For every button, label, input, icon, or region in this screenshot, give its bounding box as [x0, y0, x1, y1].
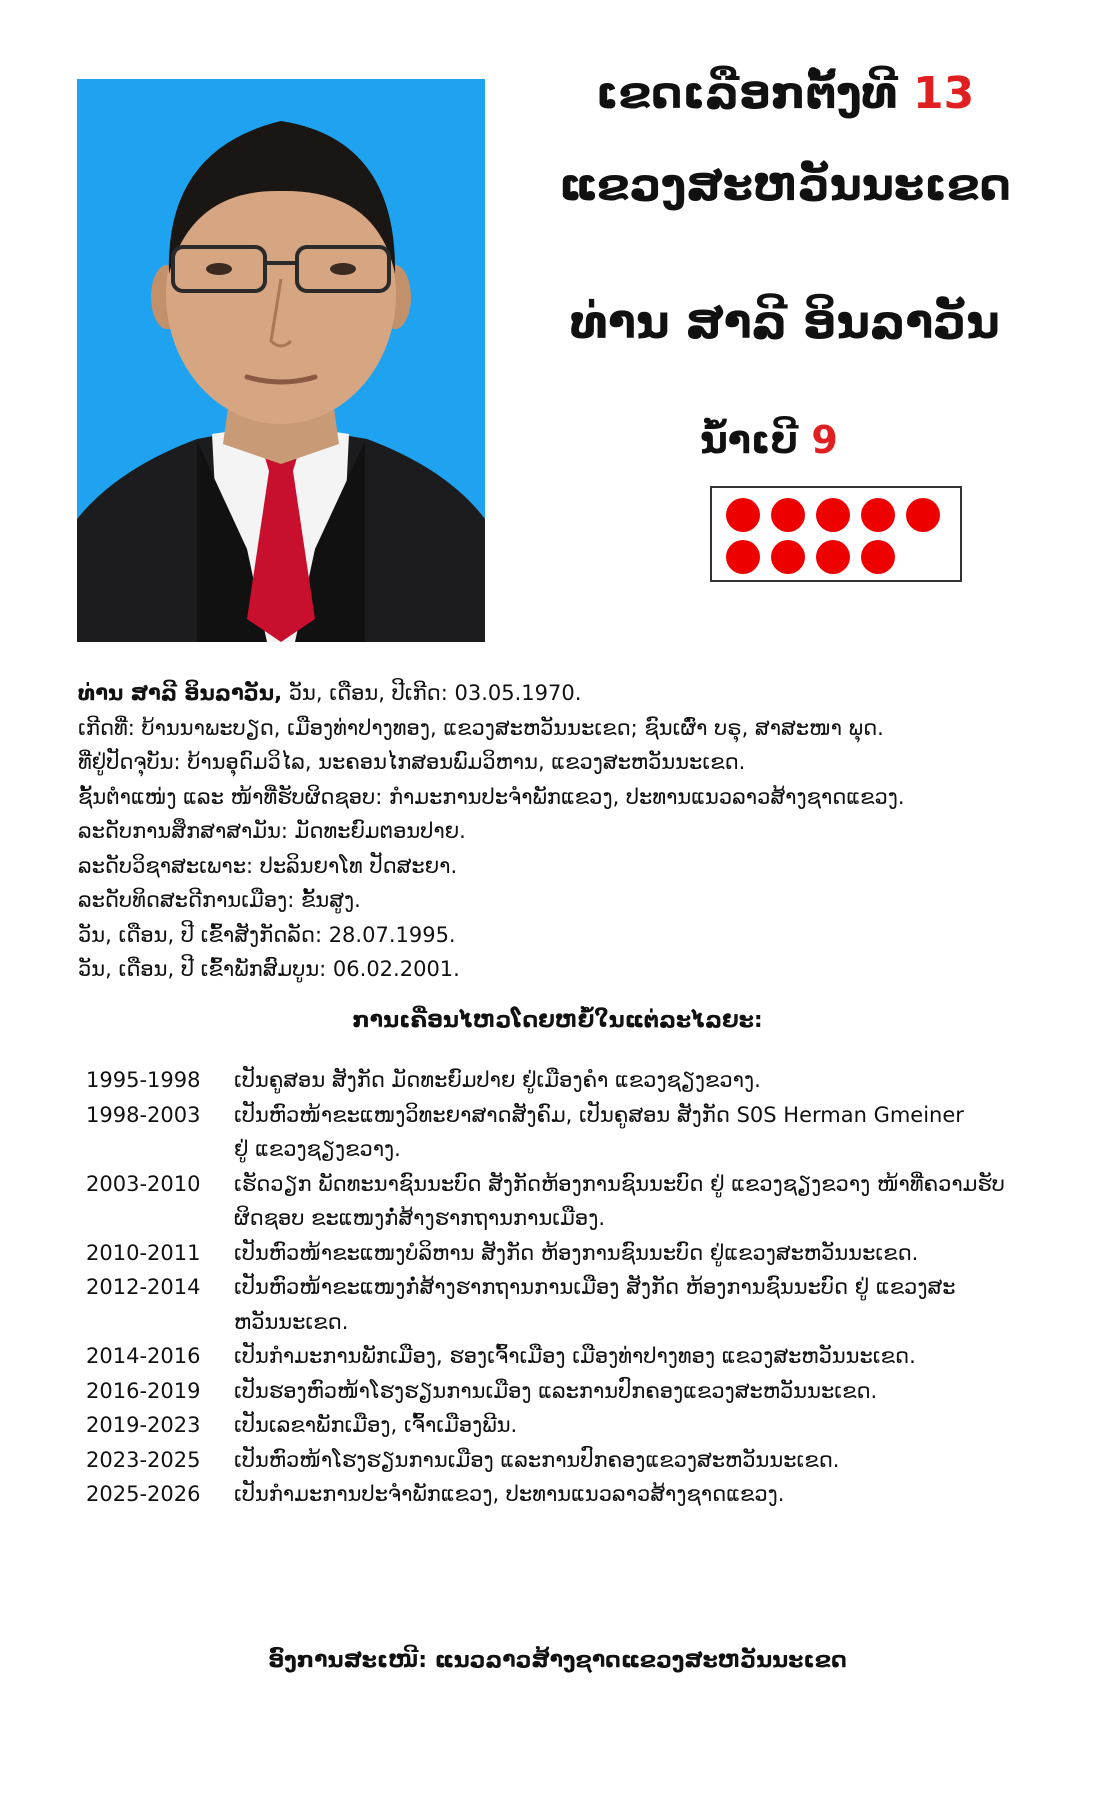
bio-line: ວັນ, ເດືອນ, ປີ ເຂົ້າພັກສົມບູນ: 06.02.2001.: [78, 957, 460, 981]
bio-name: ທ່ານ ສາລີ ອິນລາວັນ,: [78, 681, 283, 705]
career-years: 1995-1998: [86, 1068, 201, 1092]
number-label: ນໍ້າເບີ: [700, 418, 799, 462]
career-row: [86, 1443, 1046, 1478]
province-heading: ແຂວງສະຫວັນນະເຂດ: [559, 160, 1011, 211]
career-description: [234, 1270, 1046, 1339]
career-list: [86, 1063, 1046, 1512]
career-years: 2025-2026: [86, 1482, 201, 1506]
career-line: ເປັນຫົວໜ້າຂະແໜງກໍ່ສ້າງຮາກຖານການເມືອງ ສັງກັດ ຫ້ອງການຊົນນະບົດ ຢູ່ ແຂວງສະ: [234, 1275, 956, 1299]
career-row: [86, 1339, 1046, 1374]
career-line: ເປັນຫົວໜ້າຂະແໜງວິທະຍາສາດສັງຄົມ, ເປັນຄູສອນ ສັງກັດ S0S Herman Gmeiner: [234, 1102, 964, 1127]
number-dot: [861, 540, 895, 574]
career-row: [86, 1374, 1046, 1409]
career-row: [86, 1236, 1046, 1271]
career-row: [86, 1063, 1046, 1098]
career-description: [234, 1339, 1046, 1374]
number-dot: [816, 498, 850, 532]
career-line: ເປັນກຳມະການປະຈຳພັກແຂວງ, ປະທານແນວລາວສ້າງຊາດແຂວງ.: [234, 1482, 785, 1506]
career-row: [86, 1098, 1046, 1167]
career-years: 2010-2011: [86, 1240, 201, 1265]
bio-birth: ວັນ, ເດືອນ, ປີເກີດ: 03.05.1970.: [282, 681, 582, 705]
career-line: ຫວັນນະເຂດ.: [234, 1309, 349, 1334]
career-row: [86, 1167, 1046, 1236]
career-years: 2012-2014: [86, 1275, 201, 1299]
number-dot: [816, 540, 850, 574]
career-description: [234, 1374, 1046, 1409]
career-title: ການເຄື່ອນໄຫວໂດຍຫຍໍ້ໃນແຕ່ລະໄລຍະ:: [352, 1008, 763, 1033]
career-row: [86, 1408, 1046, 1443]
career-years: 2014-2016: [86, 1344, 201, 1368]
bio-first-line: [78, 676, 1058, 711]
career-description: [234, 1098, 1046, 1167]
number-dot: [771, 498, 805, 532]
career-line: ຢູ່ ແຂວງຊຽງຂວາງ.: [234, 1137, 401, 1161]
career-line: ເປັນເລຂາພັກເມືອງ, ເຈົ້າເມືອງພີນ.: [234, 1413, 518, 1437]
candidate-photo: [77, 79, 485, 642]
career-description: [234, 1443, 1046, 1478]
career-line: ເປັນກຳມະການພັກເມືອງ, ຮອງເຈົ້າເມືອງ ເມືອງທ່າປາງທອງ ແຂວງສະຫວັນນະເຂດ.: [234, 1344, 916, 1368]
bio-line: ເກີດທີ່: ບ້ານນາພະບຽດ, ເມືອງທ່າປາງທອງ, ແຂວງສະຫວັນນະເຂດ; ຊົນເຜົ່າ ບຣຸ, ສາສະໜາ ພຸດ.: [78, 715, 884, 740]
career-description: [234, 1167, 1046, 1236]
career-line: ເຮັດວຽກ ພັດທະນາຊົນນະບົດ ສັງກັດຫ້ອງການຊົນນະບົດ ຢູ່ ແຂວງຊຽງຂວາງ ໜ້າທີ່ຄວາມຮັບ: [234, 1171, 1005, 1196]
career-line: ເປັນຫົວໜ້າໂຮງຮຽນການເມືອງ ແລະການປົກຄອງແຂວງສະຫວັນນະເຂດ.: [234, 1447, 840, 1472]
number-dots-box: [710, 486, 962, 582]
number-dot: [726, 498, 760, 532]
career-line: ເປັນຫົວໜ້າຂະແໜງບໍລິຫານ ສັງກັດ ຫ້ອງການຊົນນະບົດ ຢູ່ແຂວງສະຫວັນນະເຂດ.: [234, 1240, 919, 1265]
bio-line: ວັນ, ເດືອນ, ປີ ເຂົ້າສັງກັດລັດ: 28.07.1995.: [78, 922, 456, 947]
career-years: 2023-2025: [86, 1447, 201, 1472]
number-dot: [726, 540, 760, 574]
bio-line: ລະດັບການສຶກສາສາມັນ: ມັດທະຍົມຕອນປາຍ.: [78, 819, 466, 843]
career-description: [234, 1063, 1046, 1098]
number-value: 9: [811, 418, 838, 462]
number-dot: [906, 498, 940, 532]
bio-line: ລະດັບທິດສະດີການເມືອງ: ຂັ້ນສູງ.: [78, 888, 361, 912]
number-dot: [861, 498, 895, 532]
bio-line: ຊັ້ນຕຳແໜ່ງ ແລະ ໜ້າທີ່ຮັບຜິດຊອບ: ກຳມະການປະຈຳພັກແຂວງ, ປະທານແນວລາວສ້າງຊາດແຂວງ.: [78, 784, 905, 809]
portrait-illustration: [77, 79, 485, 642]
proposing-organization: ອົງການສະເໜີ: ແນວລາວສ້າງຊາດແຂວງສະຫວັນນະເຂດ: [268, 1648, 847, 1673]
bio-line: ລະດັບວິຊາສະເພາະ: ປະລິນຍາໂທ ປັດສະຍາ.: [78, 853, 458, 878]
career-description: [234, 1408, 1046, 1443]
candidate-number: [700, 418, 1020, 462]
career-years: 2019-2023: [86, 1413, 201, 1437]
number-dot: [771, 540, 805, 574]
district-number: 13: [912, 68, 975, 119]
electoral-district-heading: [540, 68, 1030, 119]
career-line: ຜິດຊອບ ຂະແໜງກໍ່ສ້າງຮາກຖານການເມືອງ.: [234, 1206, 605, 1230]
biography: [78, 676, 1058, 987]
career-line: ເປັນຄູສອນ ສັງກັດ ມັດທະຍົມປາຍ ຢູ່ເມືອງຄໍາ ແຂວງຊຽງຂວາງ.: [234, 1068, 761, 1092]
career-years: 1998-2003: [86, 1102, 201, 1127]
career-row: [86, 1477, 1046, 1512]
career-description: [234, 1236, 1046, 1271]
career-years: 2016-2019: [86, 1378, 201, 1403]
district-label: ເຂດເລືອກຕັ້ງທີ: [595, 68, 898, 119]
career-description: [234, 1477, 1046, 1512]
career-line: ເປັນຮອງຫົວໜ້າໂຮງຮຽນການເມືອງ ແລະການປົກຄອງແຂວງສະຫວັນນະເຂດ.: [234, 1378, 878, 1403]
bio-line: ທີ່ຢູ່ປັດຈຸບັນ: ບ້ານອຸດົມວິໄລ, ນະຄອນໄກສອນພົມວິຫານ, ແຂວງສະຫວັນນະເຂດ.: [78, 750, 746, 774]
career-years: 2003-2010: [86, 1171, 201, 1196]
candidate-name-heading: ທ່ານ ສາລີ ອິນລາວັນ: [570, 295, 1000, 349]
career-row: [86, 1270, 1046, 1339]
